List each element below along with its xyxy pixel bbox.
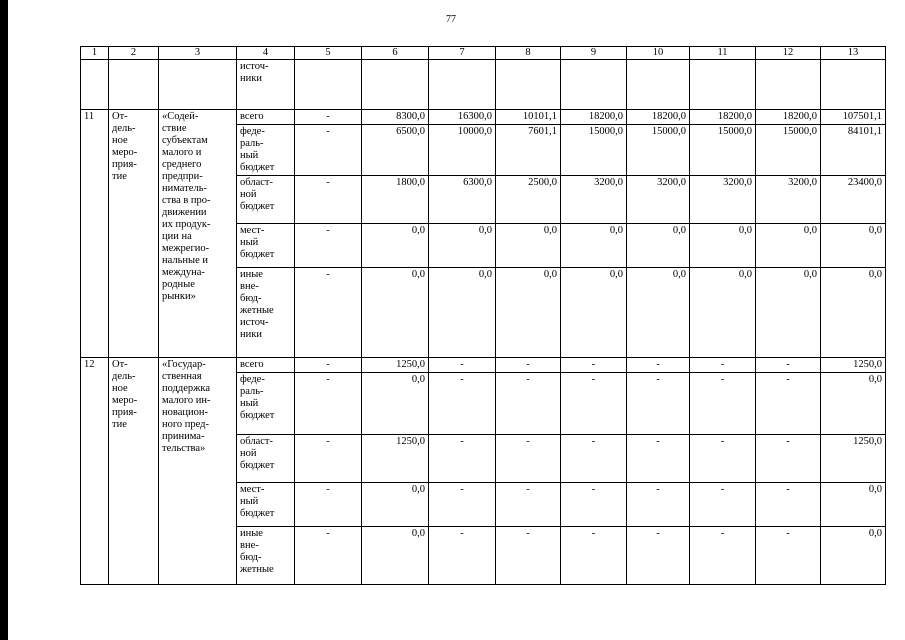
column-header: 1 bbox=[81, 47, 109, 60]
empty-cell bbox=[109, 60, 159, 110]
value-cell: 15000,0 bbox=[756, 125, 821, 176]
measure-name-cell: «Государ- ственная поддержка малого ин- новацион- ного пред- принима- тельства» bbox=[159, 358, 237, 585]
value-cell: 0,0 bbox=[627, 224, 690, 268]
value-cell: - bbox=[756, 527, 821, 585]
value-cell: 15000,0 bbox=[690, 125, 756, 176]
funding-source-cell: мест- ный бюджет bbox=[237, 483, 295, 527]
value-cell: - bbox=[690, 435, 756, 483]
value-cell: - bbox=[690, 358, 756, 373]
empty-cell bbox=[627, 60, 690, 110]
value-cell: - bbox=[756, 483, 821, 527]
value-cell: - bbox=[756, 373, 821, 435]
value-cell: 3200,0 bbox=[561, 176, 627, 224]
measure-name-cell: «Содей- ствие субъектам малого и среднего предпри- ниматель- ства в про- движении их продук- ции на межрегио- нальные и междуна- родные рынки» bbox=[159, 110, 237, 358]
value-cell: - bbox=[496, 527, 561, 585]
value-cell: 15000,0 bbox=[627, 125, 690, 176]
empty-cell bbox=[756, 60, 821, 110]
empty-cell bbox=[690, 60, 756, 110]
value-cell: 0,0 bbox=[821, 268, 886, 358]
value-cell: - bbox=[561, 527, 627, 585]
empty-cell bbox=[429, 60, 496, 110]
value-cell: 16300,0 bbox=[429, 110, 496, 125]
column-header: 10 bbox=[627, 47, 690, 60]
value-cell: - bbox=[496, 483, 561, 527]
value-cell: 84101,1 bbox=[821, 125, 886, 176]
value-cell: 0,0 bbox=[821, 483, 886, 527]
value-cell: - bbox=[429, 527, 496, 585]
table-row bbox=[81, 110, 886, 125]
row-number-cell: 11 bbox=[81, 110, 109, 358]
scan-edge-bar bbox=[0, 0, 8, 640]
column-header: 13 bbox=[821, 47, 886, 60]
value-cell: - bbox=[561, 483, 627, 527]
column-5-cell: - bbox=[295, 268, 362, 358]
value-cell: - bbox=[429, 373, 496, 435]
column-5-cell: - bbox=[295, 110, 362, 125]
value-cell: - bbox=[561, 358, 627, 373]
value-cell: - bbox=[429, 483, 496, 527]
column-5-cell: - bbox=[295, 224, 362, 268]
table-body bbox=[81, 47, 886, 585]
value-cell: 10000,0 bbox=[429, 125, 496, 176]
value-cell: 10101,1 bbox=[496, 110, 561, 125]
value-cell: 3200,0 bbox=[627, 176, 690, 224]
value-cell: 3200,0 bbox=[756, 176, 821, 224]
value-cell: 18200,0 bbox=[756, 110, 821, 125]
empty-cell bbox=[295, 60, 362, 110]
value-cell: 18200,0 bbox=[561, 110, 627, 125]
value-cell: - bbox=[561, 435, 627, 483]
value-cell: 0,0 bbox=[496, 268, 561, 358]
value-cell: 0,0 bbox=[362, 483, 429, 527]
value-cell: - bbox=[756, 358, 821, 373]
empty-cell bbox=[561, 60, 627, 110]
value-cell: 1800,0 bbox=[362, 176, 429, 224]
column-5-cell: - bbox=[295, 125, 362, 176]
value-cell: 1250,0 bbox=[821, 435, 886, 483]
table-row bbox=[81, 358, 886, 373]
value-cell: 0,0 bbox=[821, 527, 886, 585]
column-5-cell: - bbox=[295, 527, 362, 585]
value-cell: - bbox=[690, 373, 756, 435]
value-cell: - bbox=[496, 435, 561, 483]
table-row bbox=[81, 60, 886, 110]
value-cell: 0,0 bbox=[756, 268, 821, 358]
value-cell: - bbox=[627, 527, 690, 585]
value-cell: 6500,0 bbox=[362, 125, 429, 176]
value-cell: 18200,0 bbox=[690, 110, 756, 125]
value-cell: 0,0 bbox=[362, 373, 429, 435]
value-cell: 15000,0 bbox=[561, 125, 627, 176]
value-cell: 0,0 bbox=[821, 373, 886, 435]
funding-source-cell: област- ной бюджет bbox=[237, 176, 295, 224]
value-cell: 7601,1 bbox=[496, 125, 561, 176]
empty-cell bbox=[821, 60, 886, 110]
column-header: 7 bbox=[429, 47, 496, 60]
value-cell: 0,0 bbox=[429, 268, 496, 358]
value-cell: 8300,0 bbox=[362, 110, 429, 125]
column-header: 4 bbox=[237, 47, 295, 60]
value-cell: 0,0 bbox=[429, 224, 496, 268]
column-header: 5 bbox=[295, 47, 362, 60]
value-cell: 0,0 bbox=[821, 224, 886, 268]
value-cell: 0,0 bbox=[561, 268, 627, 358]
value-cell: 23400,0 bbox=[821, 176, 886, 224]
value-cell: 0,0 bbox=[756, 224, 821, 268]
value-cell: 1250,0 bbox=[362, 435, 429, 483]
value-cell: - bbox=[627, 373, 690, 435]
value-cell: - bbox=[690, 483, 756, 527]
column-header: 6 bbox=[362, 47, 429, 60]
value-cell: - bbox=[627, 435, 690, 483]
funding-source-cell: иные вне- бюд- жетные источ- ники bbox=[237, 268, 295, 358]
funding-source-cell: феде- раль- ный бюджет bbox=[237, 125, 295, 176]
value-cell: - bbox=[756, 435, 821, 483]
funding-source-cell: всего bbox=[237, 358, 295, 373]
header-row bbox=[81, 47, 886, 60]
value-cell: 0,0 bbox=[561, 224, 627, 268]
row-number-cell: 12 bbox=[81, 358, 109, 585]
value-cell: 0,0 bbox=[496, 224, 561, 268]
value-cell: 0,0 bbox=[690, 224, 756, 268]
value-cell: - bbox=[690, 527, 756, 585]
value-cell: 6300,0 bbox=[429, 176, 496, 224]
funding-source-cell: иные вне- бюд- жетные bbox=[237, 527, 295, 585]
value-cell: - bbox=[627, 358, 690, 373]
value-cell: 3200,0 bbox=[690, 176, 756, 224]
value-cell: 0,0 bbox=[362, 268, 429, 358]
funding-source-cell: мест- ный бюджет bbox=[237, 224, 295, 268]
value-cell: 0,0 bbox=[362, 224, 429, 268]
measure-type-cell: От- дель- ное меро- прия- тие bbox=[109, 110, 159, 358]
value-cell: 0,0 bbox=[690, 268, 756, 358]
column-5-cell: - bbox=[295, 373, 362, 435]
column-5-cell: - bbox=[295, 483, 362, 527]
column-5-cell: - bbox=[295, 358, 362, 373]
empty-cell bbox=[159, 60, 237, 110]
value-cell: 2500,0 bbox=[496, 176, 561, 224]
column-5-cell: - bbox=[295, 176, 362, 224]
measure-type-cell: От- дель- ное меро- прия- тие bbox=[109, 358, 159, 585]
budget-table bbox=[80, 46, 886, 585]
value-cell: - bbox=[627, 483, 690, 527]
column-header: 12 bbox=[756, 47, 821, 60]
column-header: 2 bbox=[109, 47, 159, 60]
empty-cell bbox=[496, 60, 561, 110]
column-header: 8 bbox=[496, 47, 561, 60]
value-cell: - bbox=[561, 373, 627, 435]
column-5-cell: - bbox=[295, 435, 362, 483]
funding-source-cell: феде- раль- ный бюджет bbox=[237, 373, 295, 435]
column-header: 9 bbox=[561, 47, 627, 60]
value-cell: 107501,1 bbox=[821, 110, 886, 125]
value-cell: - bbox=[429, 435, 496, 483]
value-cell: 18200,0 bbox=[627, 110, 690, 125]
value-cell: 0,0 bbox=[627, 268, 690, 358]
column-header: 11 bbox=[690, 47, 756, 60]
funding-source-cell: област- ной бюджет bbox=[237, 435, 295, 483]
value-cell: 1250,0 bbox=[362, 358, 429, 373]
funding-source-cell: источ- ники bbox=[237, 60, 295, 110]
value-cell: - bbox=[496, 373, 561, 435]
empty-cell bbox=[362, 60, 429, 110]
page-number: 77 bbox=[446, 14, 456, 25]
value-cell: - bbox=[429, 358, 496, 373]
value-cell: 1250,0 bbox=[821, 358, 886, 373]
value-cell: - bbox=[496, 358, 561, 373]
funding-source-cell: всего bbox=[237, 110, 295, 125]
empty-cell bbox=[81, 60, 109, 110]
column-header: 3 bbox=[159, 47, 237, 60]
value-cell: 0,0 bbox=[362, 527, 429, 585]
